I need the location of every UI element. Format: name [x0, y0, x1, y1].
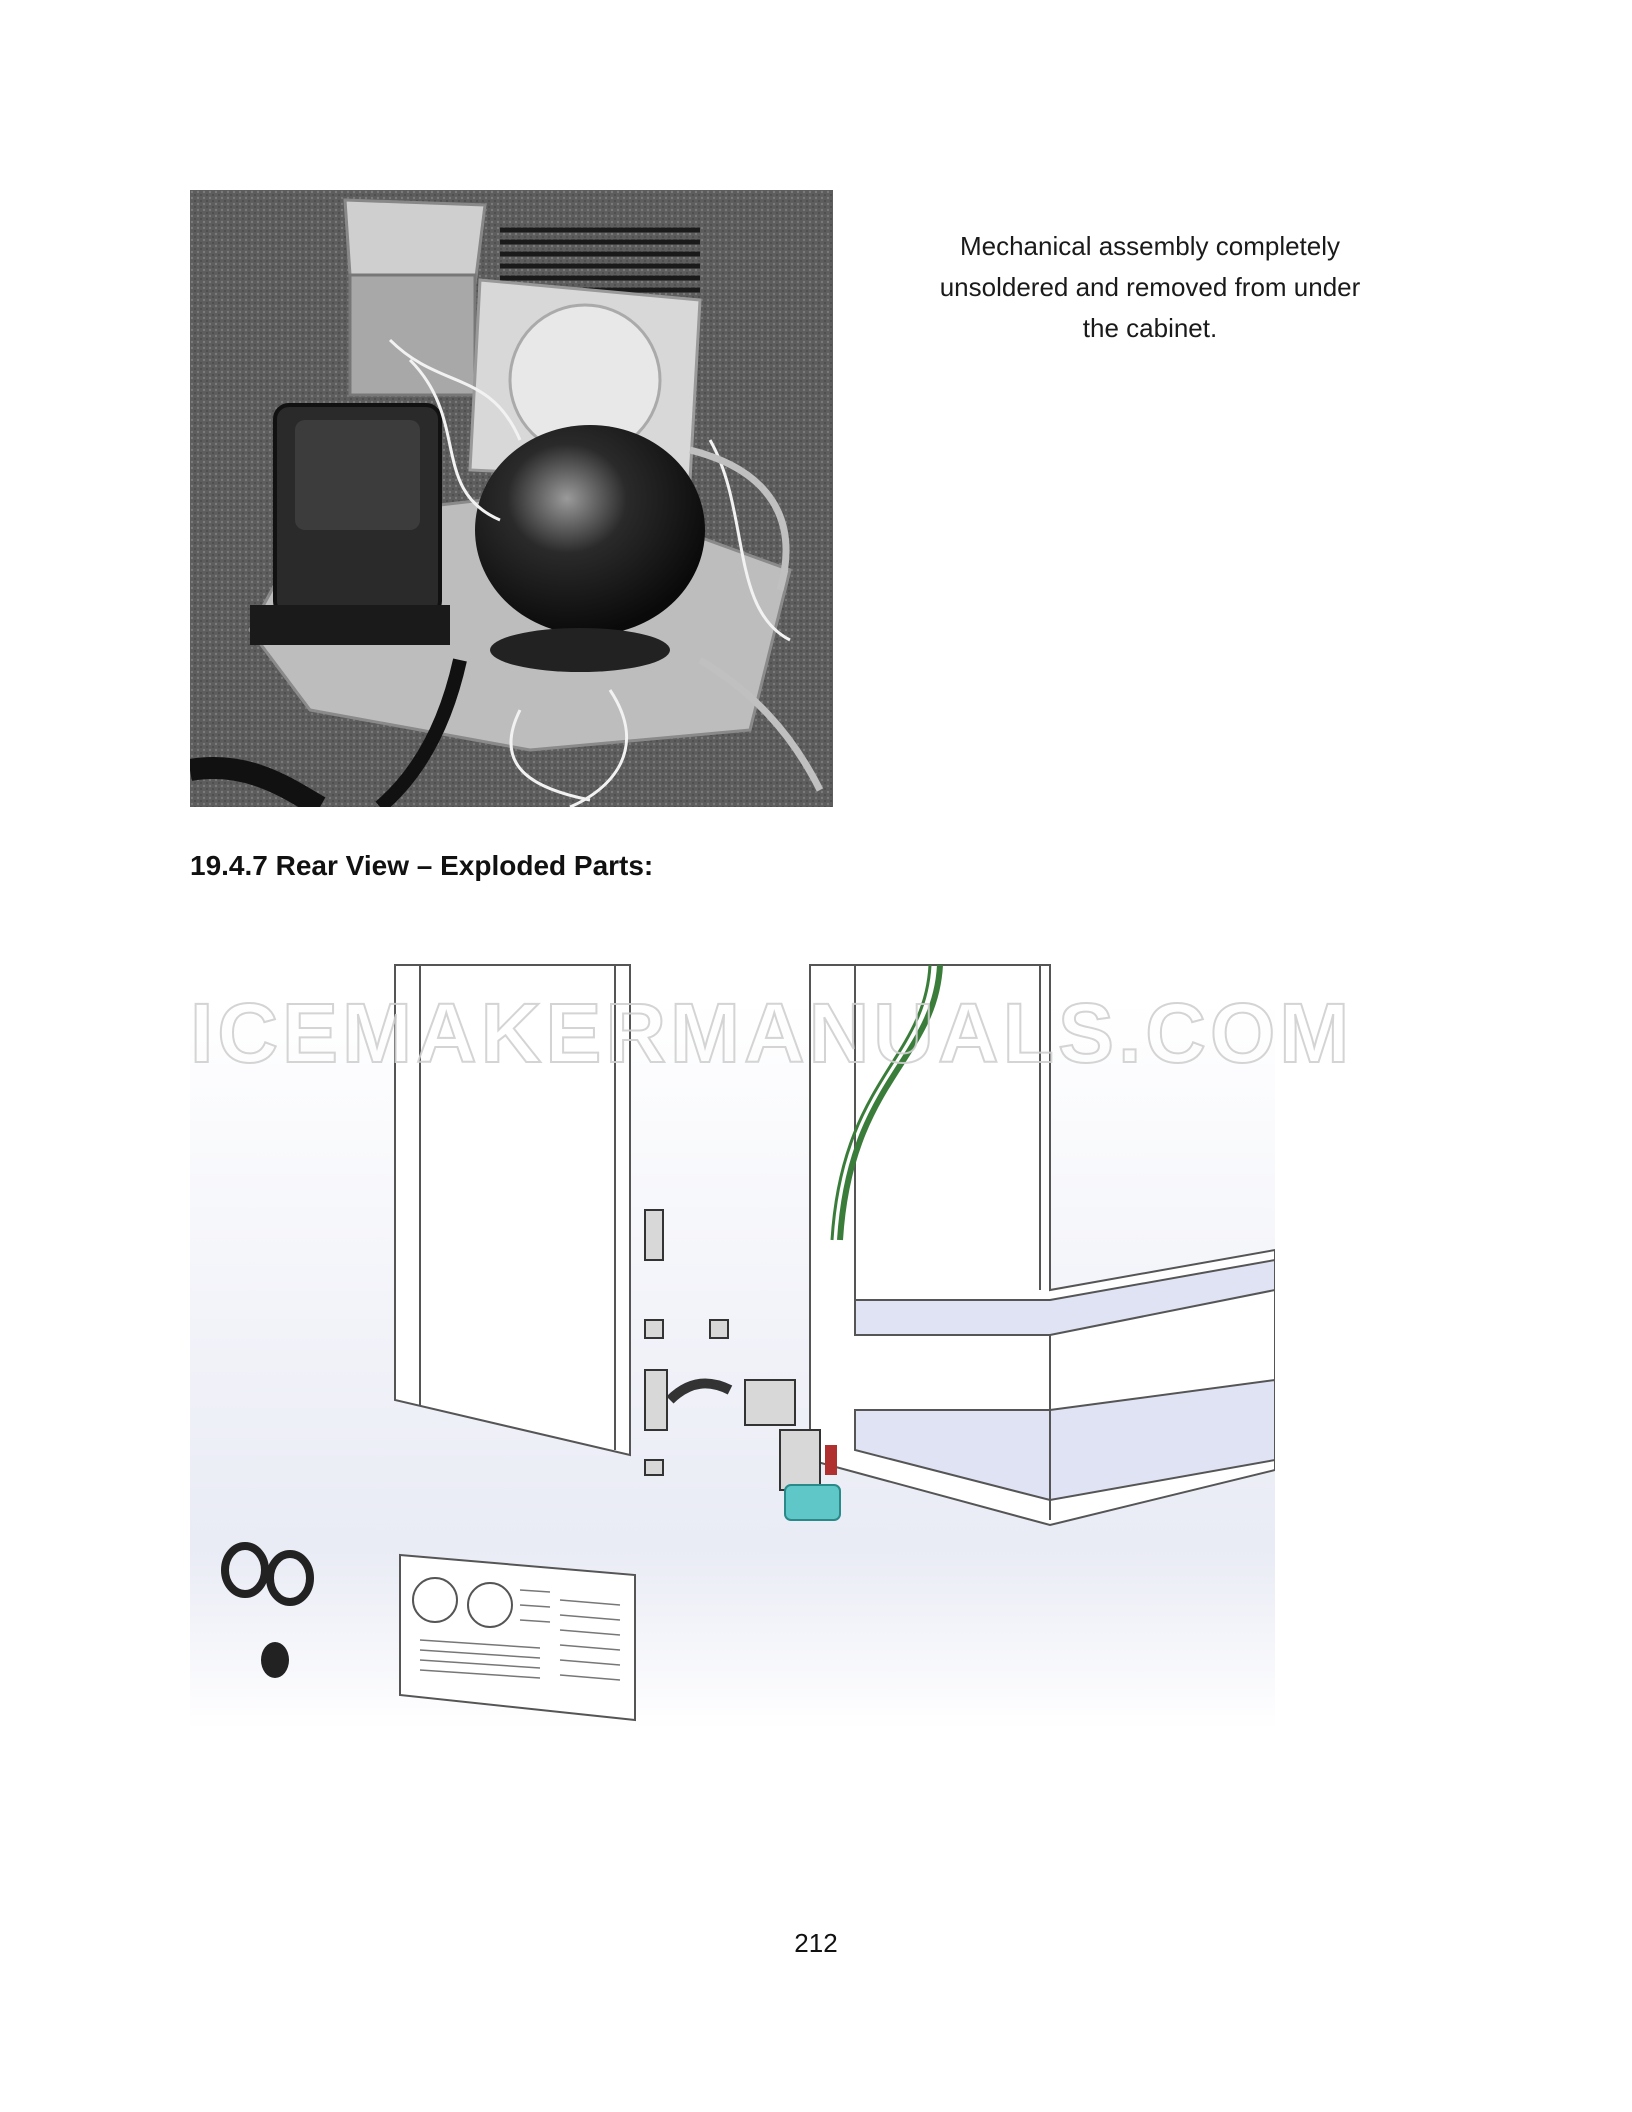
page-number: 212	[794, 1928, 838, 1958]
caption-line-3: the cabinet.	[1082, 313, 1218, 343]
watermark-text: ICEMAKERMANUALS.COM	[190, 986, 1354, 1080]
section-heading: 19.4.7 Rear View – Exploded Parts:	[190, 850, 654, 881]
caption-line-2: unsoldered and removed from under	[939, 272, 1361, 302]
caption-line-1: Mechanical assembly completely	[959, 231, 1341, 261]
mechanical-assembly-photo	[190, 190, 833, 807]
photo-caption	[900, 226, 1400, 349]
